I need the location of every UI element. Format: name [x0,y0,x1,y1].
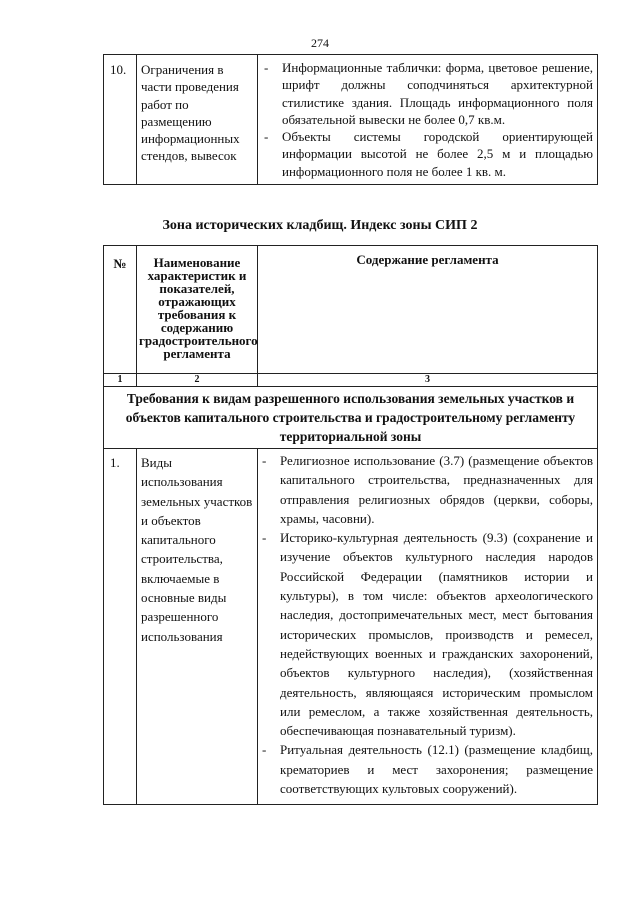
table-row [104,55,598,185]
list-item [260,528,593,740]
zone-title: Зона исторических кладбищ. Индекс зоны СИП 2 [162,218,478,233]
table-row [104,449,598,805]
dash-marker: - [264,129,269,145]
list-item-text: Историко-культурная деятельность (9.3) (сохранение и изучение объектов культурного наследия народов Российской Федерации (памятников истории и культуры), в том числе: объектов археологического наследия, достопримечательных мест, мест бытования исторических промыслов, производств и ремесел, недействующих военных и гражданских захоронений, объектов культурного наследия), (хозяйственная деятельность, являющаяся историческим промыслом или ремеслом, а также хозяйственная деятельность, обеспечивающая познавательный туризм). [280,530,593,739]
row-number: 1. [104,449,137,805]
row-number: 10. [104,55,137,185]
list-item-text: Информационные таблички: форма, цветовое решение, шрифт должны соподчиняться архитектурной стилистике здания. Площадь информационного поля обязательной вывески не более 0,7 кв.м. [282,60,593,127]
list-item-text: Объекты системы городской ориентирующей информации высотой не более 2,5 м и площадью информационного поля не более 1 кв. м. [282,129,593,179]
regulation-table [103,245,598,805]
column-index: 1 [104,374,137,387]
characteristic-name: Ограничения в части проведения работ по размещению информационных стендов, вывесок [137,55,258,185]
list-item-text: Религиозное использование (3.7) (размещение объектов капитального строительства, предназначенных для отправления религиозных обрядов (церкви, соборы, храмы, часовни). [280,453,593,526]
list-item [262,59,593,128]
section-row [104,387,598,449]
section-title: Требования к видам разрешенного использования земельных участков и объектов капитального строительства и градостроительному регламенту территориальной зоны [104,387,598,449]
restrictions-table [103,54,598,185]
characteristic-name: Виды использования земельных участков и объектов капитального строительства, включаемые в основные виды разрешенного использования [137,449,258,805]
dash-marker: - [262,530,267,546]
list-item [260,740,593,798]
column-header-content: Содержание регламента [258,246,598,374]
list-item-text: Ритуальная деятельность (12.1) (размещение кладбищ, крематориев и мест захоронения; размещение соответствующих культовых сооружений). [280,742,593,797]
column-index: 3 [258,374,598,387]
column-header-name: Наименование характеристик и показателей, отражающих требования к содержанию градостроительного регламента [137,246,258,374]
dash-marker: - [262,453,267,468]
column-header-number: № [104,246,137,374]
regulation-content [258,449,598,805]
column-index-row [104,374,598,387]
dash-marker: - [264,60,269,75]
header-row [104,246,598,374]
list-item [260,451,593,528]
dash-marker: - [262,742,267,758]
regulation-content [258,55,598,185]
page-number: 274 [311,36,329,50]
list-item [262,128,593,180]
column-index: 2 [137,374,258,387]
